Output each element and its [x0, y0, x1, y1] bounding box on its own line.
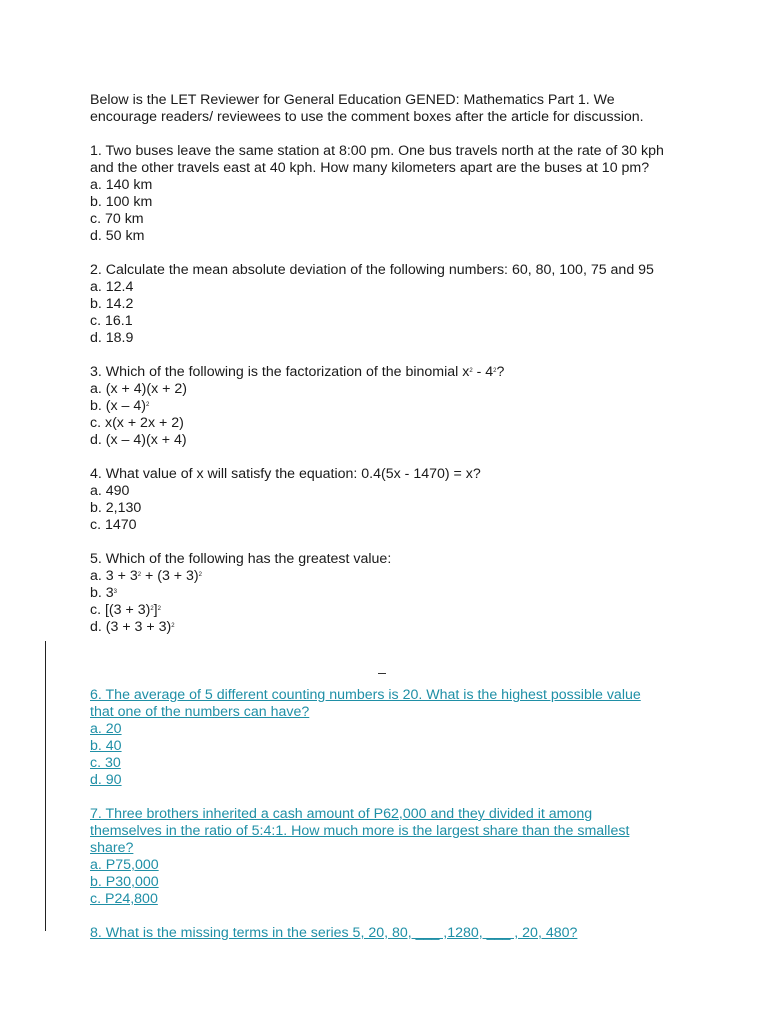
question-8[interactable]: [90, 925, 690, 942]
choice-d-link[interactable]: d. 90: [90, 772, 122, 788]
choice-c: [90, 602, 690, 619]
choice-a: a. 490: [90, 483, 130, 499]
question-text-part: 3. Which of the following is the factorization of the binomial x: [90, 364, 470, 380]
question-6[interactable]: [90, 687, 690, 789]
question-1: [90, 143, 690, 245]
question-text: 2. Calculate the mean absolute deviation of the following numbers: 60, 80, 100, 75 and 95: [90, 262, 654, 278]
intro-line: Below is the LET Reviewer for General Education GENED: Mathematics Part 1. We: [90, 92, 615, 108]
exponent: 2: [157, 606, 161, 612]
question-text: 1. Two buses leave the same station at 8:00 pm. One bus travels north at the rate of 30 kph: [90, 143, 664, 159]
question-7[interactable]: [90, 806, 690, 908]
question-5: [90, 551, 690, 636]
question-3: [90, 364, 690, 449]
choice-text: a. 3 + 3: [90, 568, 138, 584]
choice-d: d. 18.9: [90, 330, 134, 346]
choice-text: c. [(3 + 3): [90, 602, 151, 618]
choice-text: b. (x – 4): [90, 398, 146, 414]
question-link-text[interactable]: themselves in the ratio of 5:4:1. How much more is the largest share than the smallest: [90, 823, 630, 839]
revision-change-bar: [45, 641, 46, 931]
choice-text: b. 3: [90, 585, 114, 601]
choice-b-link[interactable]: b. 40: [90, 738, 122, 754]
choice-d: [90, 619, 690, 636]
choice-b: [90, 585, 690, 602]
choice-a-link[interactable]: a. 20: [90, 721, 122, 737]
question-link-text[interactable]: 8. What is the missing terms in the series 5, 20, 80, ___ ,1280, ___ , 20, 480?: [90, 925, 578, 941]
choice-d: d. 50 km: [90, 228, 145, 244]
question-link-text[interactable]: 7. Three brothers inherited a cash amount of P62,000 and they divided it among: [90, 806, 593, 822]
intro-line: encourage readers/ reviewees to use the comment boxes after the article for discussion.: [90, 109, 644, 125]
question-text: [90, 364, 690, 381]
exponent: 3: [113, 589, 118, 595]
choice-text: ]: [153, 602, 158, 618]
section-gap: [90, 653, 690, 687]
question-text: 4. What value of x will satisfy the equation: 0.4(5x - 1470) = x?: [90, 466, 481, 482]
choice-c-link[interactable]: c. 30: [90, 755, 121, 771]
choice-c: c. x(x + 2x + 2): [90, 415, 184, 431]
exponent: 2: [137, 572, 142, 578]
question-2: [90, 262, 690, 347]
question-link-text[interactable]: share?: [90, 840, 134, 856]
document-body: [90, 92, 690, 942]
choice-c: c. 1470: [90, 517, 137, 533]
exponent: 2: [171, 623, 175, 629]
exponent: 2: [150, 606, 154, 612]
choice-b: [90, 398, 690, 415]
choice-a: a. 140 km: [90, 177, 153, 193]
question-text-part: ?: [496, 364, 505, 380]
question-text: and the other travels east at 40 kph. How many kilometers apart are the buses at 10 pm?: [90, 160, 650, 176]
exponent: 2: [145, 402, 150, 408]
choice-b: b. 2,130: [90, 500, 142, 516]
question-link-text[interactable]: 6. The average of 5 different counting numbers is 20. What is the highest possible value: [90, 687, 641, 703]
choice-a: [90, 568, 690, 585]
question-text-part: - 4: [472, 364, 494, 380]
exponent: 2: [469, 368, 473, 374]
exponent: 2: [493, 368, 497, 374]
choice-a-link[interactable]: a. P75,000: [90, 857, 159, 873]
choice-d: d. (x – 4)(x + 4): [90, 432, 187, 448]
question-link-text[interactable]: that one of the numbers can have?: [90, 704, 310, 720]
choice-c: c. 16.1: [90, 313, 133, 329]
choice-a: a. (x + 4)(x + 2): [90, 381, 187, 397]
choice-text: + (3 + 3): [141, 568, 199, 584]
intro-paragraph: [90, 92, 690, 126]
choice-text: d. (3 + 3 + 3): [90, 619, 172, 635]
exponent: 2: [198, 572, 202, 578]
question-text: 5. Which of the following has the greatest value:: [90, 551, 392, 567]
choice-c: c. 70 km: [90, 211, 144, 227]
question-4: [90, 466, 690, 534]
choice-c-link[interactable]: c. P24,800: [90, 891, 158, 907]
choice-b-link[interactable]: b. P30,000: [90, 874, 159, 890]
choice-a: a. 12.4: [90, 279, 134, 295]
choice-b: b. 14.2: [90, 296, 134, 312]
choice-b: b. 100 km: [90, 194, 153, 210]
